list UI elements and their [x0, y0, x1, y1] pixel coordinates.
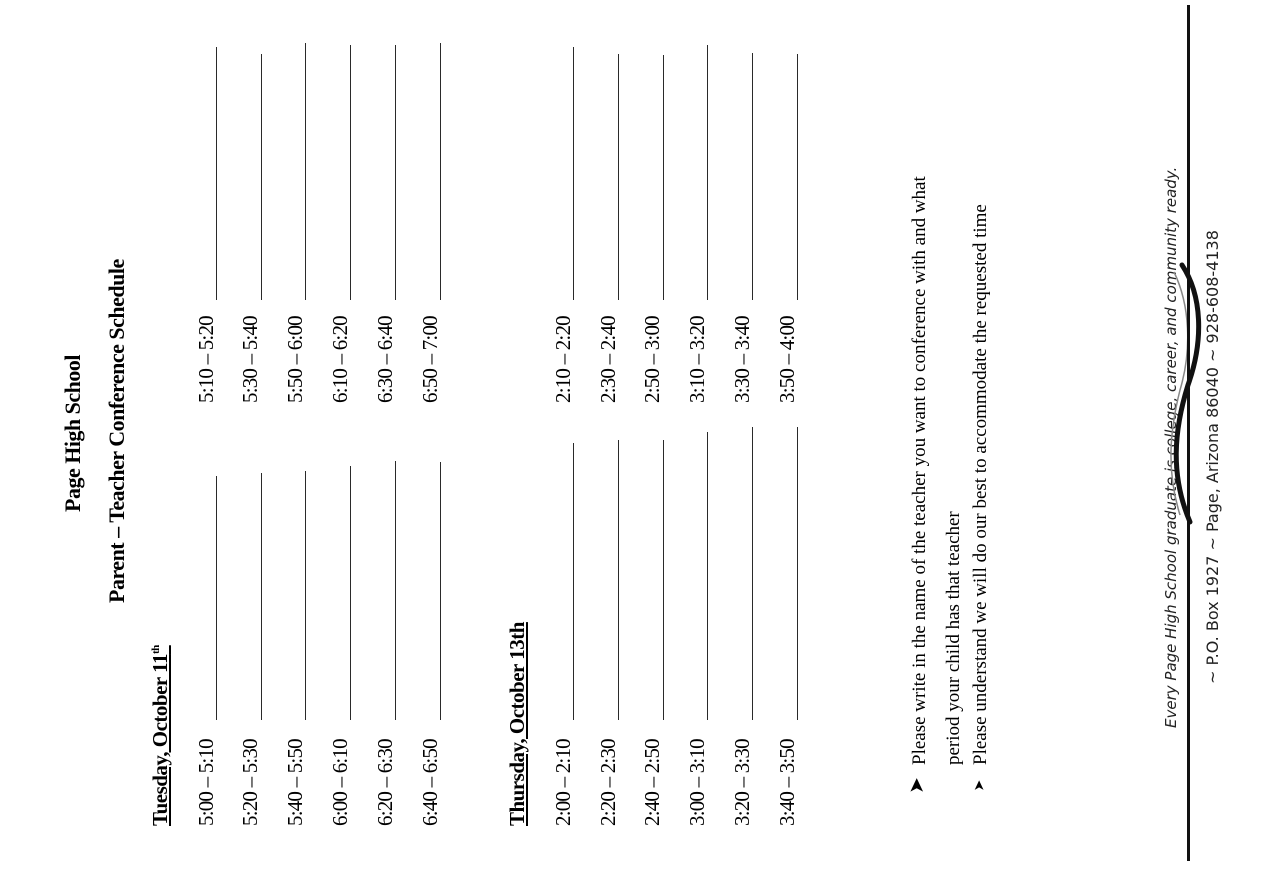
school-address: ~ P.O. Box 1927 ~ Page, Arizona 86040 ~ 928-608-4138	[1203, 230, 1222, 684]
write-in-line[interactable]	[350, 466, 351, 720]
write-in-line[interactable]	[663, 55, 664, 300]
write-in-line[interactable]	[305, 471, 306, 720]
tuesday-heading-suffix: th	[150, 645, 162, 655]
tuesday-slot-7: 5:10 – 5:20	[194, 316, 218, 403]
write-in-line[interactable]	[752, 427, 753, 720]
school-name: Page High School	[60, 354, 85, 512]
write-in-line[interactable]	[261, 473, 262, 720]
write-in-line[interactable]	[663, 440, 664, 720]
thursday-slot-7: 2:10 – 2:20	[551, 316, 575, 403]
write-in-line[interactable]	[797, 427, 798, 720]
write-in-line[interactable]	[305, 43, 306, 300]
tuesday-slot-1: 5:00 – 5:10	[194, 739, 218, 826]
page-title: Parent – Teacher Conference Schedule	[104, 259, 129, 603]
write-in-line[interactable]	[216, 476, 217, 720]
instruction-1-line-1: Please write in the name of the teacher you want to conference with and what	[909, 176, 930, 765]
thursday-slot-9: 2:50 – 3:00	[640, 316, 664, 403]
thursday-slot-2: 2:20 – 2:30	[596, 739, 620, 826]
swoosh-logo	[1160, 260, 1210, 530]
tuesday-slot-12: 6:50 – 7:00	[418, 316, 442, 403]
write-in-line[interactable]	[350, 45, 351, 300]
thursday-slot-1: 2:00 – 2:10	[551, 739, 575, 826]
thursday-slot-8: 2:30 – 2:40	[596, 316, 620, 403]
write-in-line[interactable]	[440, 43, 441, 300]
tuesday-slot-11: 6:30 – 6:40	[373, 316, 397, 403]
write-in-line[interactable]	[440, 462, 441, 720]
write-in-line[interactable]	[752, 53, 753, 300]
tuesday-slot-2: 5:20 – 5:30	[238, 739, 262, 826]
write-in-line[interactable]	[573, 47, 574, 300]
write-in-line[interactable]	[573, 443, 574, 720]
thursday-heading: Thursday, October 13th	[505, 622, 529, 826]
school-motto: Every Page High School graduate is college, career, and community ready.	[1162, 166, 1180, 728]
tuesday-slot-4: 6:00 – 6:10	[328, 739, 352, 826]
thursday-slot-11: 3:30 – 3:40	[730, 316, 754, 403]
tuesday-heading-text: Tuesday, October 11	[148, 654, 172, 826]
write-in-line[interactable]	[395, 461, 396, 720]
tuesday-slot-8: 5:30 – 5:40	[238, 316, 262, 403]
instruction-1-line-2: period your child has that teacher	[943, 511, 964, 765]
instruction-2: Please understand we will do our best to accommodate the requested time	[970, 204, 991, 765]
thursday-slot-3: 2:40 – 2:50	[640, 739, 664, 826]
right-border-rule	[1187, 5, 1190, 861]
write-in-line[interactable]	[797, 54, 798, 300]
tuesday-slot-6: 6:40 – 6:50	[418, 739, 442, 826]
arrowhead-bullet-icon: ➤	[905, 777, 928, 794]
write-in-line[interactable]	[707, 432, 708, 720]
thursday-slot-12: 3:50 – 4:00	[775, 316, 799, 403]
tuesday-slot-3: 5:40 – 5:50	[283, 739, 307, 826]
write-in-line[interactable]	[395, 45, 396, 300]
tuesday-heading	[148, 645, 173, 826]
tuesday-slot-9: 5:50 – 6:00	[283, 316, 307, 403]
thursday-slot-10: 3:10 – 3:20	[685, 316, 709, 403]
thursday-slot-6: 3:40 – 3:50	[775, 739, 799, 826]
thursday-slot-4: 3:00 – 3:10	[685, 739, 709, 826]
tuesday-slot-5: 6:20 – 6:30	[373, 739, 397, 826]
write-in-line[interactable]	[707, 45, 708, 300]
tuesday-slot-10: 6:10 – 6:20	[328, 316, 352, 403]
write-in-line[interactable]	[216, 47, 217, 300]
write-in-line[interactable]	[618, 440, 619, 720]
write-in-line[interactable]	[261, 54, 262, 300]
arrowhead-bullet-icon: ➤	[972, 779, 988, 792]
write-in-line[interactable]	[618, 54, 619, 300]
thursday-slot-5: 3:20 – 3:30	[730, 739, 754, 826]
